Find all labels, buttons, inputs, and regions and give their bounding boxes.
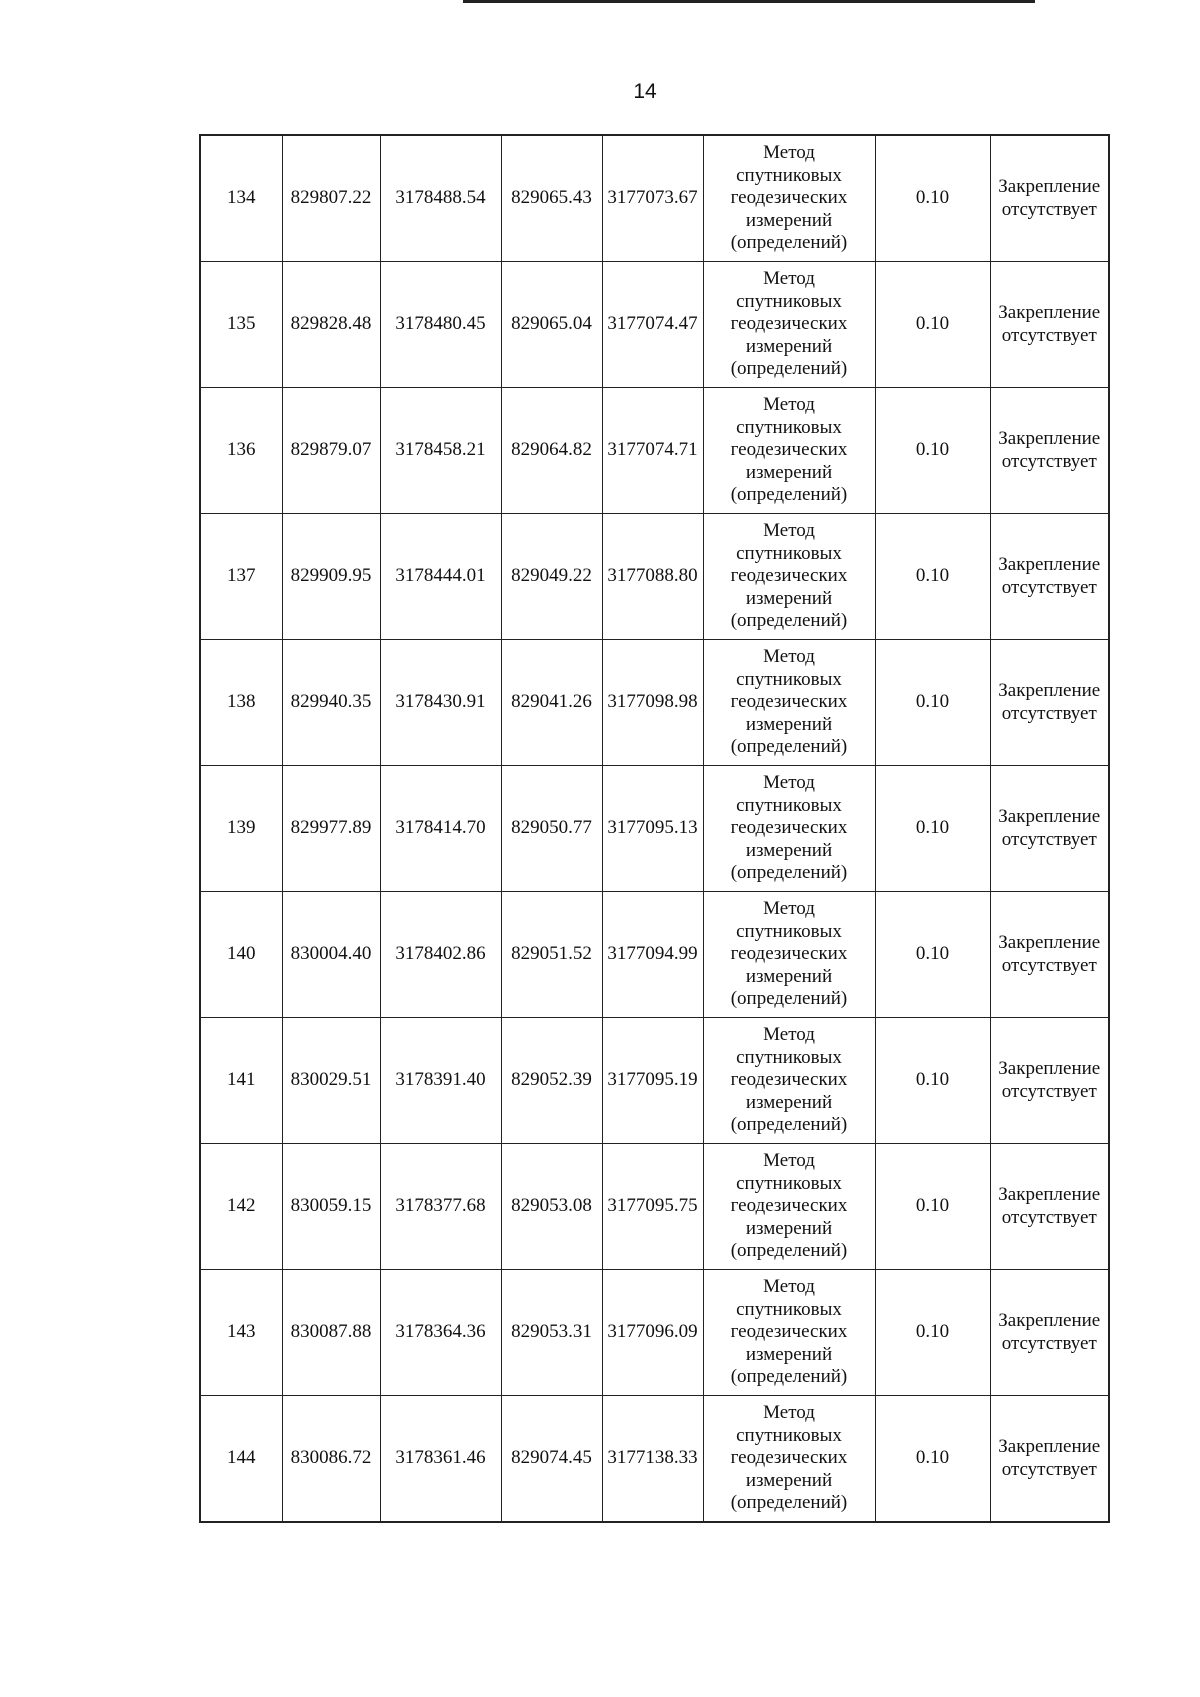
point-number-cell: 142 (200, 1144, 282, 1270)
fixation-cell (990, 388, 1109, 514)
y1-cell: 3178391.40 (380, 1018, 501, 1144)
x1-cell: 830087.88 (282, 1270, 380, 1396)
y1-cell: 3178377.68 (380, 1144, 501, 1270)
table-row (200, 1396, 1109, 1523)
method-line: (определений) (730, 484, 848, 506)
fixation-line: отсутствует (1001, 198, 1097, 220)
y1-cell: 3178364.36 (380, 1270, 501, 1396)
method-line: геодезических (730, 943, 848, 965)
method-line: спутниковых (736, 794, 842, 816)
accuracy-cell: 0.10 (875, 892, 990, 1018)
method-cell (703, 766, 875, 892)
y2-cell: 3177074.47 (602, 262, 703, 388)
fixation-line: Закрепление (998, 176, 1101, 197)
method-line: Метод (763, 394, 815, 416)
fixation-line: Закрепление (998, 932, 1101, 953)
accuracy-cell: 0.10 (875, 1396, 990, 1523)
coordinates-table (199, 134, 1110, 1523)
y1-cell: 3178444.01 (380, 514, 501, 640)
method-line: спутниковых (736, 920, 842, 942)
method-line: измерений (745, 713, 833, 735)
method-line: (определений) (730, 736, 848, 758)
method-line: геодезических (730, 817, 848, 839)
method-line: (определений) (730, 358, 848, 380)
x2-cell: 829053.08 (501, 1144, 602, 1270)
method-line: геодезических (730, 1447, 848, 1469)
method-line: измерений (745, 1343, 833, 1365)
method-line: Метод (763, 268, 815, 290)
y2-cell: 3177073.67 (602, 135, 703, 262)
x2-cell: 829049.22 (501, 514, 602, 640)
x1-cell: 829977.89 (282, 766, 380, 892)
method-line: спутниковых (736, 164, 842, 186)
y2-cell: 3177095.19 (602, 1018, 703, 1144)
fixation-cell (990, 514, 1109, 640)
table-row (200, 388, 1109, 514)
fixation-line: отсутствует (1001, 702, 1097, 724)
fixation-line: отсутствует (1001, 576, 1097, 598)
x1-cell: 830004.40 (282, 892, 380, 1018)
accuracy-cell: 0.10 (875, 766, 990, 892)
table-row (200, 640, 1109, 766)
accuracy-cell: 0.10 (875, 514, 990, 640)
accuracy-cell: 0.10 (875, 388, 990, 514)
y1-cell: 3178458.21 (380, 388, 501, 514)
x1-cell: 830086.72 (282, 1396, 380, 1523)
x2-cell: 829064.82 (501, 388, 602, 514)
accuracy-cell: 0.10 (875, 1144, 990, 1270)
x2-cell: 829052.39 (501, 1018, 602, 1144)
fixation-line: отсутствует (1001, 324, 1097, 346)
fixation-cell (990, 892, 1109, 1018)
point-number-cell: 143 (200, 1270, 282, 1396)
method-line: измерений (745, 335, 833, 357)
fixation-line: отсутствует (1001, 828, 1097, 850)
y2-cell: 3177074.71 (602, 388, 703, 514)
method-line: измерений (745, 1469, 833, 1491)
table-row (200, 766, 1109, 892)
method-line: геодезических (730, 439, 848, 461)
table-row (200, 1018, 1109, 1144)
method-line: спутниковых (736, 668, 842, 690)
x2-cell: 829065.43 (501, 135, 602, 262)
y2-cell: 3177095.75 (602, 1144, 703, 1270)
fixation-line: Закрепление (998, 1310, 1101, 1331)
method-line: Метод (763, 1402, 815, 1424)
method-line: (определений) (730, 1366, 848, 1388)
table-body (200, 135, 1109, 1522)
method-cell (703, 892, 875, 1018)
x1-cell: 829940.35 (282, 640, 380, 766)
x1-cell: 829909.95 (282, 514, 380, 640)
x2-cell: 829051.52 (501, 892, 602, 1018)
table-row (200, 262, 1109, 388)
method-line: Метод (763, 142, 815, 164)
fixation-cell (990, 1144, 1109, 1270)
fixation-line: отсутствует (1001, 1080, 1097, 1102)
fixation-line: Закрепление (998, 1058, 1101, 1079)
method-line: измерений (745, 965, 833, 987)
fixation-cell (990, 1396, 1109, 1523)
y2-cell: 3177095.13 (602, 766, 703, 892)
method-line: спутниковых (736, 1046, 842, 1068)
point-number-cell: 135 (200, 262, 282, 388)
fixation-line: Закрепление (998, 1436, 1101, 1457)
y1-cell: 3178488.54 (380, 135, 501, 262)
point-number-cell: 141 (200, 1018, 282, 1144)
x1-cell: 829879.07 (282, 388, 380, 514)
method-line: геодезических (730, 565, 848, 587)
method-line: геодезических (730, 1069, 848, 1091)
method-line: Метод (763, 520, 815, 542)
method-line: Метод (763, 646, 815, 668)
x2-cell: 829041.26 (501, 640, 602, 766)
method-line: (определений) (730, 1492, 848, 1514)
method-line: измерений (745, 1217, 833, 1239)
method-line: спутниковых (736, 1298, 842, 1320)
method-line: спутниковых (736, 290, 842, 312)
method-line: Метод (763, 1150, 815, 1172)
fixation-cell (990, 262, 1109, 388)
point-number-cell: 134 (200, 135, 282, 262)
method-cell (703, 640, 875, 766)
y1-cell: 3178480.45 (380, 262, 501, 388)
method-cell (703, 262, 875, 388)
method-line: измерений (745, 461, 833, 483)
point-number-cell: 139 (200, 766, 282, 892)
x2-cell: 829053.31 (501, 1270, 602, 1396)
fixation-line: Закрепление (998, 806, 1101, 827)
method-line: Метод (763, 898, 815, 920)
x1-cell: 829807.22 (282, 135, 380, 262)
accuracy-cell: 0.10 (875, 1270, 990, 1396)
point-number-cell: 137 (200, 514, 282, 640)
method-line: (определений) (730, 610, 848, 632)
accuracy-cell: 0.10 (875, 640, 990, 766)
fixation-line: Закрепление (998, 1184, 1101, 1205)
table-row (200, 892, 1109, 1018)
y1-cell: 3178430.91 (380, 640, 501, 766)
point-number-cell: 140 (200, 892, 282, 1018)
y2-cell: 3177098.98 (602, 640, 703, 766)
method-line: Метод (763, 772, 815, 794)
fixation-line: отсутствует (1001, 1332, 1097, 1354)
y2-cell: 3177096.09 (602, 1270, 703, 1396)
page-number: 14 (633, 80, 657, 103)
method-line: (определений) (730, 1114, 848, 1136)
x1-cell: 830059.15 (282, 1144, 380, 1270)
y1-cell: 3178361.46 (380, 1396, 501, 1523)
method-cell (703, 1396, 875, 1523)
method-cell (703, 1018, 875, 1144)
method-line: (определений) (730, 862, 848, 884)
point-number-cell: 136 (200, 388, 282, 514)
method-line: (определений) (730, 988, 848, 1010)
y2-cell: 3177088.80 (602, 514, 703, 640)
fixation-cell (990, 1018, 1109, 1144)
method-line: измерений (745, 1091, 833, 1113)
x1-cell: 830029.51 (282, 1018, 380, 1144)
point-number-cell: 138 (200, 640, 282, 766)
method-line: геодезических (730, 691, 848, 713)
fixation-line: отсутствует (1001, 1458, 1097, 1480)
x1-cell: 829828.48 (282, 262, 380, 388)
y2-cell: 3177138.33 (602, 1396, 703, 1523)
method-line: измерений (745, 839, 833, 861)
method-line: спутниковых (736, 542, 842, 564)
fixation-line: отсутствует (1001, 450, 1097, 472)
method-line: измерений (745, 209, 833, 231)
method-line: (определений) (730, 1240, 848, 1262)
fixation-cell (990, 135, 1109, 262)
table-row (200, 514, 1109, 640)
fixation-line: Закрепление (998, 554, 1101, 575)
method-line: геодезических (730, 1195, 848, 1217)
method-line: геодезических (730, 1321, 848, 1343)
accuracy-cell: 0.10 (875, 1018, 990, 1144)
y1-cell: 3178414.70 (380, 766, 501, 892)
table-row (200, 1270, 1109, 1396)
fixation-cell (990, 766, 1109, 892)
method-line: (определений) (730, 232, 848, 254)
table-row (200, 135, 1109, 262)
method-line: Метод (763, 1024, 815, 1046)
fixation-line: отсутствует (1001, 954, 1097, 976)
y1-cell: 3178402.86 (380, 892, 501, 1018)
method-cell (703, 135, 875, 262)
fixation-line: Закрепление (998, 680, 1101, 701)
fixation-line: Закрепление (998, 428, 1101, 449)
fixation-line: отсутствует (1001, 1206, 1097, 1228)
accuracy-cell: 0.10 (875, 262, 990, 388)
top-rule (463, 0, 1035, 3)
x2-cell: 829050.77 (501, 766, 602, 892)
x2-cell: 829065.04 (501, 262, 602, 388)
fixation-cell (990, 640, 1109, 766)
point-number-cell: 144 (200, 1396, 282, 1523)
table-row (200, 1144, 1109, 1270)
method-cell (703, 1270, 875, 1396)
method-line: измерений (745, 587, 833, 609)
y2-cell: 3177094.99 (602, 892, 703, 1018)
method-cell (703, 388, 875, 514)
method-cell (703, 1144, 875, 1270)
x2-cell: 829074.45 (501, 1396, 602, 1523)
fixation-cell (990, 1270, 1109, 1396)
accuracy-cell: 0.10 (875, 135, 990, 262)
method-line: спутниковых (736, 416, 842, 438)
method-cell (703, 514, 875, 640)
method-line: геодезических (730, 187, 848, 209)
method-line: геодезических (730, 313, 848, 335)
method-line: спутниковых (736, 1172, 842, 1194)
method-line: Метод (763, 1276, 815, 1298)
fixation-line: Закрепление (998, 302, 1101, 323)
method-line: спутниковых (736, 1424, 842, 1446)
